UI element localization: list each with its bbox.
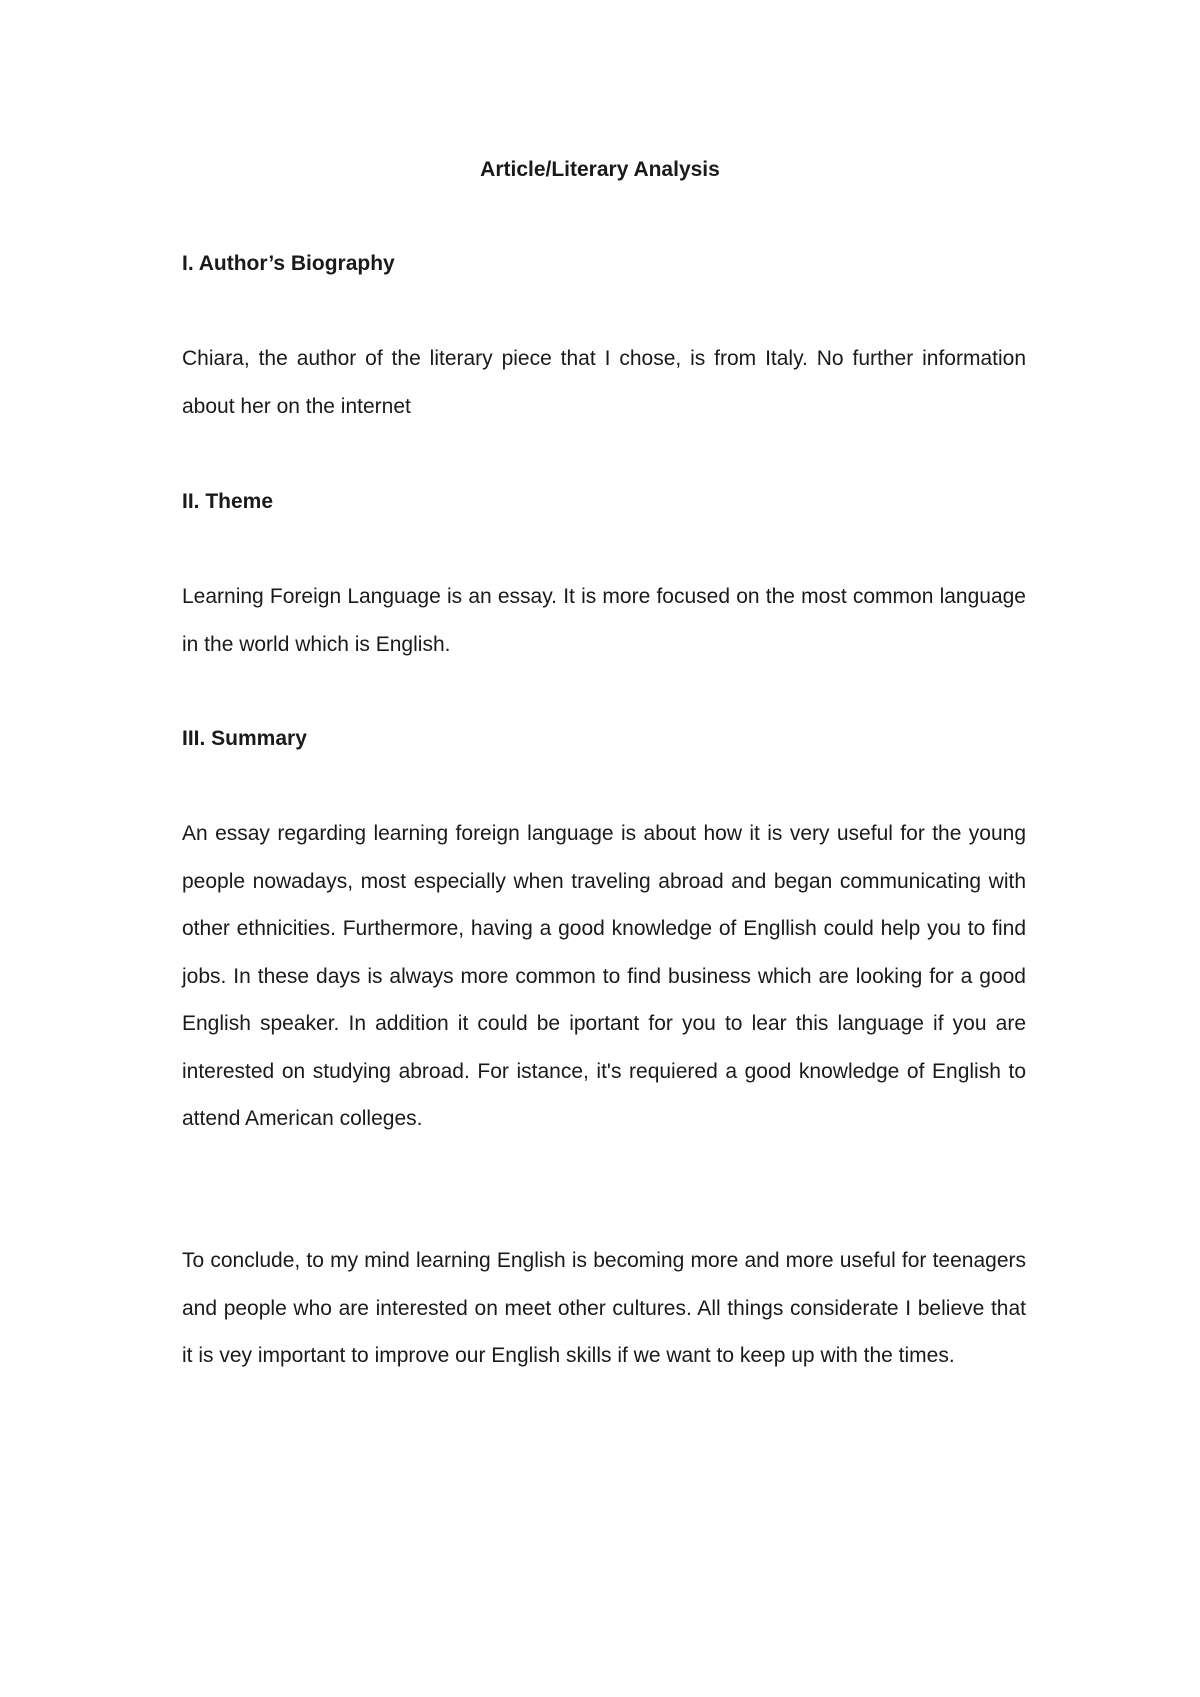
- conclusion-paragraph: To conclude, to my mind learning English is becoming more and more useful for teenagers and people who are interested on meet other cultures. All things considerate I believe that it is vey important to improve our English skills if we want to keep up with the times.: [182, 1249, 1026, 1367]
- biography-paragraph: Chiara, the author of the literary piece that I chose, is from Italy. No further information about her on the internet: [182, 347, 1026, 418]
- section-heading-summary: III. Summary: [182, 727, 307, 750]
- section-heading-theme: II. Theme: [182, 490, 274, 513]
- section-heading-biography: I. Author’s Biography: [182, 252, 395, 275]
- summary-paragraph: An essay regarding learning foreign language is about how it is very useful for the young people nowadays, most especially when traveling abroad and began communicating with other ethnicities. Furthermore, having a good knowledge of Engllish could help you to find jobs. In these days is always more common to find business which are looking for a good English speaker. In addition it could be iportant for you to lear this language if you are interested on studying abroad. For istance, it's requiered a good knowledge of English to attend American colleges.: [182, 822, 1026, 1130]
- theme-paragraph: Learning Foreign Language is an essay. It is more focused on the most common language in the world which is English.: [182, 585, 1026, 656]
- document-title: Article/Literary Analysis: [480, 158, 720, 181]
